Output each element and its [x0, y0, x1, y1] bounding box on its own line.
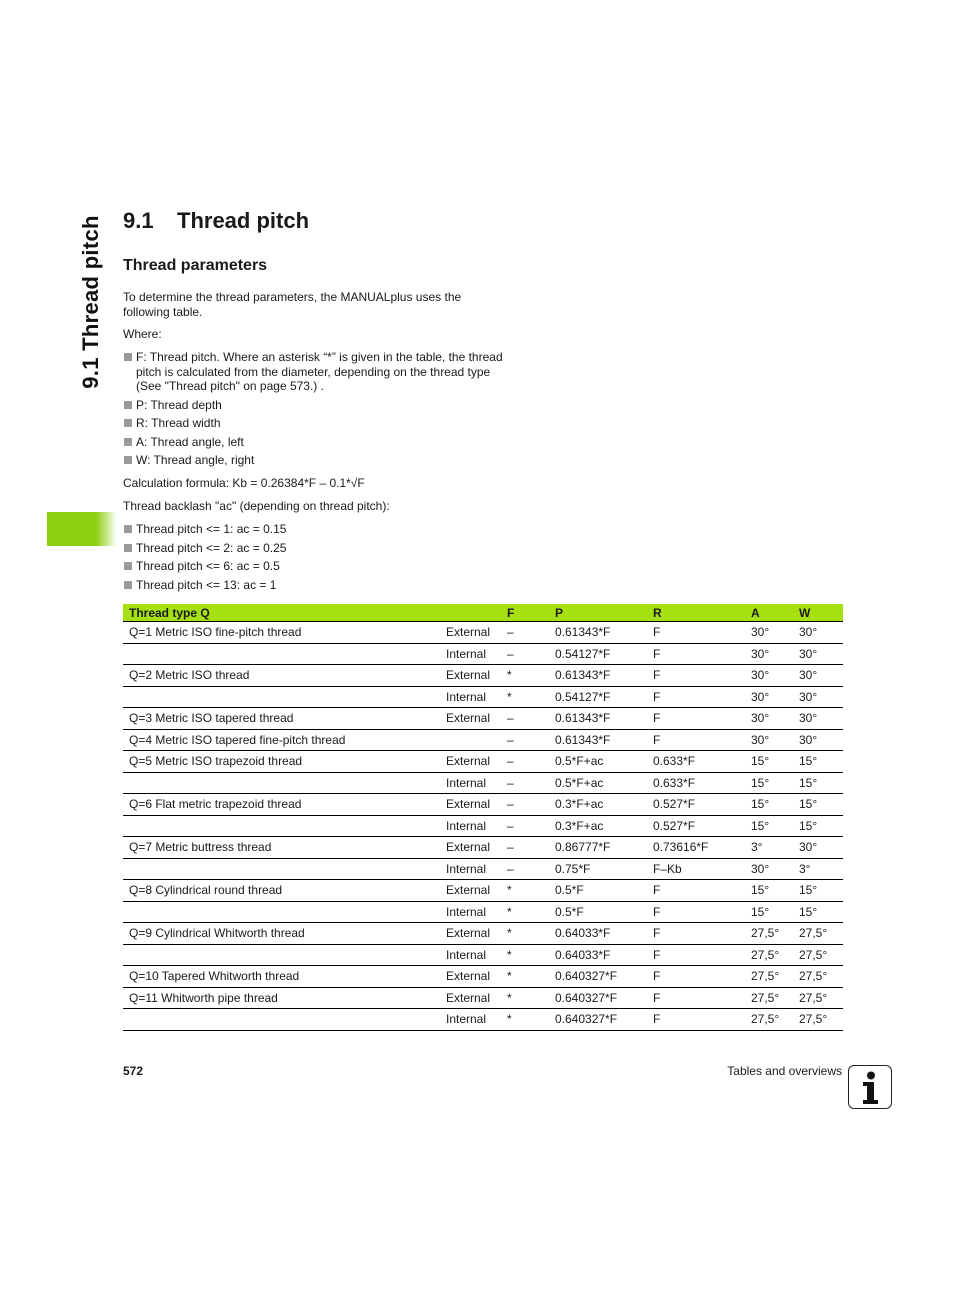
table-row	[123, 794, 843, 816]
table-row	[123, 858, 843, 880]
f-cell: –	[501, 643, 549, 665]
table-row	[123, 729, 843, 751]
section-title: Thread pitch	[177, 208, 310, 233]
table-row	[123, 966, 843, 988]
column-header: F	[501, 604, 549, 622]
a-cell: 15°	[745, 880, 793, 902]
p-cell: 0.61343*F	[555, 625, 611, 640]
table-header-row	[123, 604, 843, 622]
w-cell: 27,5°	[793, 944, 843, 966]
list-item: W: Thread angle, right	[123, 453, 503, 468]
w-cell: 15°	[793, 880, 843, 902]
r-cell: 0.633*F	[647, 751, 745, 773]
f-cell: –	[501, 837, 549, 859]
p-cell: 0.5*F+ac	[549, 751, 647, 773]
thread-type-cell	[123, 858, 440, 880]
list-item: F: Thread pitch. Where an asterisk “*” is given in the table, the thread pitch is calculated from the diameter, depending on the thread type (See "Thread pitch" on page 573.) .	[123, 350, 503, 394]
w-cell: 27,5°	[793, 1009, 843, 1031]
p-cell: 0.54127*F	[549, 643, 647, 665]
p-cell: 0.54127*F	[549, 686, 647, 708]
f-cell: *	[501, 665, 549, 687]
thread-type-cell	[123, 686, 440, 708]
r-cell: F	[647, 729, 745, 751]
f-cell: *	[501, 901, 549, 923]
table-row	[123, 622, 843, 644]
chapter-tab-marker	[47, 512, 117, 546]
table-row	[123, 686, 843, 708]
formula-text: Calculation formula: Kb = 0.26384*F – 0.1*√F	[123, 476, 365, 490]
variant-cell: Internal	[440, 643, 501, 665]
thread-type-cell: Q=6 Flat metric trapezoid thread	[123, 794, 440, 816]
thread-type-cell: Q=1 Metric ISO fine-pitch thread	[129, 625, 302, 640]
r-cell: F	[647, 880, 745, 902]
variant-cell: Internal	[440, 858, 501, 880]
table-row	[123, 815, 843, 837]
r-cell: 0.73616*F	[647, 837, 745, 859]
p-cell: 0.64033*F	[549, 923, 647, 945]
list-item: P: Thread depth	[123, 398, 503, 413]
list-item: Thread pitch <= 6: ac = 0.5	[123, 559, 503, 574]
where-label: Where:	[123, 327, 162, 341]
r-cell: 0.527*F	[647, 794, 745, 816]
thread-type-cell: Q=11 Whitworth pipe thread	[123, 987, 440, 1009]
w-cell: 27,5°	[793, 987, 843, 1009]
a-cell: 30°	[745, 729, 793, 751]
a-cell: 30°	[745, 665, 793, 687]
p-cell: 0.3*F+ac	[549, 794, 647, 816]
w-cell: 30°	[793, 643, 843, 665]
a-cell: 30°	[745, 858, 793, 880]
a-cell: 30°	[751, 625, 770, 640]
column-header: R	[647, 604, 745, 622]
f-cell: –	[501, 794, 549, 816]
r-cell: F	[647, 966, 745, 988]
w-cell: 30°	[799, 625, 818, 640]
vertical-section-title-text: 9.1 Thread pitch	[78, 215, 103, 389]
backlash-intro: Thread backlash "ac" (depending on thread pitch):	[123, 499, 390, 513]
table-row	[123, 751, 843, 773]
f-cell: *	[501, 880, 549, 902]
variant-cell: Internal	[440, 901, 501, 923]
table-row	[123, 944, 843, 966]
r-cell: F	[647, 1009, 745, 1031]
thread-type-cell: Q=3 Metric ISO tapered thread	[123, 708, 440, 730]
variant-cell: Internal	[440, 686, 501, 708]
variant-cell: External	[440, 708, 501, 730]
column-header: P	[549, 604, 647, 622]
footer-section-title: Tables and overviews	[727, 1064, 842, 1078]
list-item: A: Thread angle, left	[123, 435, 503, 450]
thread-type-cell	[123, 772, 440, 794]
r-cell: F	[647, 708, 745, 730]
table-row	[123, 643, 843, 665]
column-header	[440, 604, 501, 622]
variant-cell: External	[440, 966, 501, 988]
table-row	[123, 1009, 843, 1031]
r-cell: F	[647, 923, 745, 945]
a-cell: 3°	[745, 837, 793, 859]
table-row	[123, 880, 843, 902]
f-cell: –	[501, 815, 549, 837]
f-cell: *	[501, 923, 549, 945]
variant-cell: External	[440, 794, 501, 816]
w-cell: 15°	[793, 794, 843, 816]
w-cell: 30°	[793, 665, 843, 687]
thread-type-cell	[123, 944, 440, 966]
column-header: W	[793, 604, 843, 622]
p-cell: 0.75*F	[549, 858, 647, 880]
r-cell: 0.633*F	[647, 772, 745, 794]
column-header: Thread type Q	[123, 604, 440, 622]
a-cell: 27,5°	[745, 966, 793, 988]
thread-type-cell: Q=8 Cylindrical round thread	[123, 880, 440, 902]
variant-cell: Internal	[440, 815, 501, 837]
p-cell: 0.61343*F	[549, 708, 647, 730]
f-cell: *	[501, 966, 549, 988]
variant-cell: External	[440, 751, 501, 773]
w-cell: 30°	[793, 708, 843, 730]
thread-type-cell	[123, 815, 440, 837]
f-cell: –	[501, 729, 549, 751]
a-cell: 15°	[745, 815, 793, 837]
p-cell: 0.5*F+ac	[549, 772, 647, 794]
vertical-section-title	[78, 214, 104, 390]
p-cell: 0.640327*F	[549, 987, 647, 1009]
variant-cell: External	[440, 837, 501, 859]
r-cell: 0.527*F	[647, 815, 745, 837]
variant-cell: Internal	[440, 944, 501, 966]
f-cell: –	[501, 751, 549, 773]
table-row	[123, 923, 843, 945]
a-cell: 27,5°	[745, 944, 793, 966]
w-cell: 15°	[793, 751, 843, 773]
thread-type-cell: Q=5 Metric ISO trapezoid thread	[123, 751, 440, 773]
r-cell: F	[647, 643, 745, 665]
list-item: Thread pitch <= 1: ac = 0.15	[123, 522, 503, 537]
table-row	[123, 665, 843, 687]
info-icon	[848, 1065, 892, 1109]
f-cell: *	[501, 987, 549, 1009]
thread-type-cell	[123, 1009, 440, 1031]
p-cell: 0.5*F	[549, 901, 647, 923]
r-cell: F	[647, 944, 745, 966]
r-cell: F	[647, 901, 745, 923]
thread-type-cell: Q=4 Metric ISO tapered fine-pitch thread	[123, 729, 440, 751]
page-number: 572	[123, 1064, 144, 1078]
f-cell: –	[501, 858, 549, 880]
variant-cell	[440, 729, 501, 751]
a-cell: 27,5°	[745, 987, 793, 1009]
table-row	[123, 708, 843, 730]
intro-paragraph: To determine the thread parameters, the MANUALplus uses the following table.	[123, 290, 462, 319]
p-cell: 0.640327*F	[549, 966, 647, 988]
w-cell: 27,5°	[793, 923, 843, 945]
variant-cell: External	[440, 987, 501, 1009]
p-cell: 0.640327*F	[549, 1009, 647, 1031]
list-item: R: Thread width	[123, 416, 503, 431]
r-cell: F	[647, 686, 745, 708]
p-cell: 0.61343*F	[549, 665, 647, 687]
f-cell: –	[507, 625, 514, 640]
f-cell: –	[501, 772, 549, 794]
table-row	[123, 987, 843, 1009]
list-item: Thread pitch <= 13: ac = 1	[123, 578, 503, 593]
w-cell: 15°	[793, 815, 843, 837]
r-cell: F	[653, 625, 661, 640]
a-cell: 30°	[745, 643, 793, 665]
w-cell: 30°	[793, 837, 843, 859]
f-cell: *	[501, 1009, 549, 1031]
w-cell: 27,5°	[793, 966, 843, 988]
section-number: 9.1	[123, 208, 154, 233]
list-item: Thread pitch <= 2: ac = 0.25	[123, 541, 503, 556]
p-cell: 0.5*F	[549, 880, 647, 902]
thread-parameter-table	[123, 604, 843, 1031]
p-cell: 0.3*F+ac	[549, 815, 647, 837]
thread-type-cell: Q=9 Cylindrical Whitworth thread	[123, 923, 440, 945]
thread-type-cell: Q=7 Metric buttress thread	[123, 837, 440, 859]
r-cell: F	[647, 665, 745, 687]
p-cell: 0.61343*F	[549, 729, 647, 751]
variant-cell: Internal	[440, 1009, 501, 1031]
r-cell: F	[647, 987, 745, 1009]
table-row	[123, 901, 843, 923]
variant-cell: External	[440, 880, 501, 902]
subheading: Thread parameters	[123, 257, 268, 274]
p-cell: 0.86777*F	[549, 837, 647, 859]
thread-type-cell: Q=2 Metric ISO thread	[123, 665, 440, 687]
a-cell: 27,5°	[745, 923, 793, 945]
thread-type-cell	[123, 643, 440, 665]
a-cell: 27,5°	[745, 1009, 793, 1031]
a-cell: 15°	[745, 751, 793, 773]
a-cell: 30°	[745, 686, 793, 708]
f-cell: –	[501, 708, 549, 730]
w-cell: 3°	[793, 858, 843, 880]
page-title	[123, 208, 309, 234]
p-cell: 0.64033*F	[549, 944, 647, 966]
thread-type-cell: Q=10 Tapered Whitworth thread	[123, 966, 440, 988]
variant-cell: External	[440, 923, 501, 945]
f-cell: *	[501, 944, 549, 966]
a-cell: 30°	[745, 708, 793, 730]
a-cell: 15°	[745, 794, 793, 816]
a-cell: 15°	[745, 772, 793, 794]
variant-cell: External	[446, 625, 491, 640]
variant-cell: Internal	[440, 772, 501, 794]
w-cell: 15°	[793, 901, 843, 923]
table-row	[123, 837, 843, 859]
definitions-list	[123, 350, 503, 472]
variant-cell: External	[440, 665, 501, 687]
backlash-list	[123, 522, 503, 596]
w-cell: 15°	[793, 772, 843, 794]
w-cell: 30°	[793, 729, 843, 751]
column-header: A	[745, 604, 793, 622]
w-cell: 30°	[793, 686, 843, 708]
f-cell: *	[501, 686, 549, 708]
table-row	[123, 772, 843, 794]
r-cell: F–Kb	[647, 858, 745, 880]
a-cell: 15°	[745, 901, 793, 923]
thread-type-cell	[123, 901, 440, 923]
